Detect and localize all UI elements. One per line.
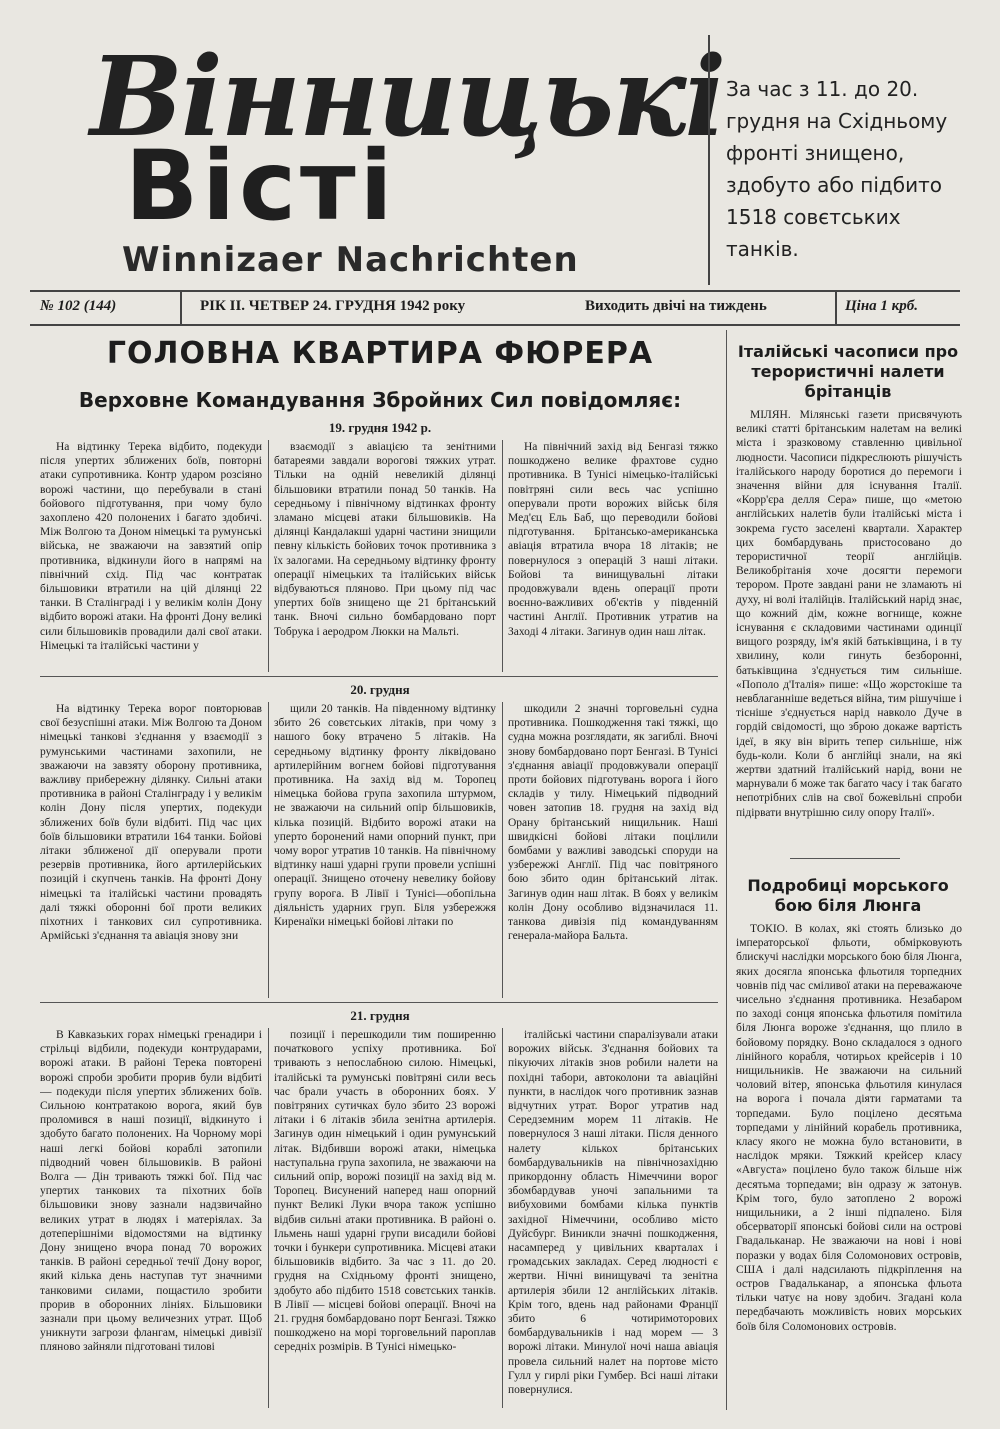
issue-info-bar	[30, 290, 960, 326]
sidebar-divider	[726, 330, 727, 1410]
sidebar-divider-short	[790, 858, 900, 859]
column-divider	[268, 1028, 269, 1408]
issue-number: № 102 (144)	[40, 298, 117, 314]
section-date: 21. грудня	[350, 1008, 410, 1023]
masthead-subtitle: Winnizaer Nachrichten	[122, 240, 579, 280]
front-headline-box	[708, 35, 972, 285]
issue-date: РІК II. ЧЕТВЕР 24. ГРУДНЯ 1942 року	[200, 298, 466, 314]
issue-price: Ціна 1 крб.	[845, 298, 919, 314]
info-separator	[180, 292, 182, 324]
column-divider	[502, 440, 503, 672]
section-divider	[40, 676, 718, 677]
column-divider	[268, 440, 269, 672]
masthead-title-line1: Вінницькі	[90, 32, 725, 161]
sidebar-article-title: Італійські часописи про терористичні налети брітанців	[737, 342, 959, 401]
column-text: щили 20 танків. На південному відтинку збито 26 совєтських літаків, при чому з нашого боку втрачено 5 літаків. На середньому відтинку фронту ліквідовано артилерійним вогнем бойові підготування противника. На захід від м. Торопец німецька бойова група захопила штурмом, не зважаючи на сильний опір більшовиків, кілька позицій. Відбито ворожі атаки на уперто боронений нами опорний пункт, при чому ворог утратив 10 танків. На північному відтинку наші ударні групи провели успішні операції. Знищено оточену невелику бойову групу ворога. В Лівії і Тунісі—обопільна діяльність ударних груп. Біля узбережжя Киренаїки німецькі бойові літаки по	[274, 703, 496, 929]
front-headline: За час з 11. до 20. грудня на Східньому фронті знищено, здобуто або підбито 1518 совєтських танків.	[726, 77, 948, 261]
article-column	[508, 1028, 718, 1408]
sidebar-article-text	[736, 922, 962, 1408]
column-text: позиції і перешкодили тим поширенню початкового успіху противника. Бої тривають з непослабною силою. Німецькі, італійські та румунські повітряні сили весь час брали участь в оборонних боях. У повітряних сутичках було збито 23 ворожі літаки і 6 літаків збила зенітна артилерія. Загинув один німецький і один румунський літак. Відбивши ворожі атаки, німецька наступальна група захопила, не зважаючи на сильний опір, ворожі позиції на захід від м. Торопец. Висунений наперед наш опорний пункт Великі Луки вчора також успішно відбив сильні атаки противника. В районі о. Ільмень наші ударні групи висадили бойові точки і бункери супротивника. Місцеві атаки більшовиків відбито. За час з 11. до 20. грудня на Східньому фронті знищено, здобуто або підбито 1518 совєтських танків. В Лівії — місцеві бойові операції. Вночі на 21. грудня бомбардовано порт Бенгазі. Тяжко пошкоджено на морі торговельний пароплав середніх розмірів. В Тунісі німецько-	[274, 1029, 496, 1354]
article-column	[40, 702, 262, 998]
article-column	[274, 1028, 496, 1408]
sidebar-text: МІЛЯН. Мілянські газети присвячують великі статті брітанським налетам на великі міста і зразковому ставленню цивільної людности. Часописи підкреслюють рішучість італійського народу боротися до перемоги і значення війни для існування Італії. «Корр'єра делля Сера» пише, що «метою англійських налетів були італійські міста і зокрема густо заселені квартали. Характер цих бомбардувань пристосовано до терористичної теорії англійців. Великобрітанія хоче досягти перемоги терором. Проте завдані рани не зламають ні духу, ні волі італійців. Італійський нарід знає, що кожний дім, кожне вогнище, кожне існування є складовими частинами одинції вищого розряду, ім'я якій батьківщина, і в ту хвилину, коли гинуть безборонні, батьківщина з'єднується тим сильніше. «Пополо д'Італія» пише: «Що жорстокіше та невблаганніше ведеться війна, тим рішучіше і тісніше з'єднується нарід навколо Дуче в гордій свідомості, що зброю докаже вартість ідеї, в яку він вірить тепер сильніше, ніж будь-коли. Коли б англійці знали, на які жертви здатний італійський нарід, вони не марнували б може так багато часу і так багато непотрібних слів на свої божевільні спроби підірвати внутрішню силу опору Італії».	[736, 409, 962, 819]
section-date: 19. грудня 1942 р.	[328, 420, 432, 435]
sidebar-article-title: Подробиці морського бою біля Люнга	[747, 876, 949, 915]
column-text: В Кавказьких горах німецькі гренадири і стрільці відбили, подекуди контрударами, ворожі атаки. В районі Терека повторені ворожі спроби зробити прорив були відбиті — подекуди після упертих зближених боїв. Сильною контратакою ворога, який був проломився в наші позиції, відкинуто і здобуто багато полонених. На Чорному морі наші легкі бойові кораблі затопили підводний човен більшовиків. В районі Волга — Дін тривають тяжкі бої. Під час упертих танкових та піхотних боїв більшовики знову зазнали надзвичайно великих утрат в людях і матеріялах. За дотеперішніми відомостями на відтинку Дону знищено вчора понад 70 ворожих танків. В районі середньої течії Дону ворог, який кілька день наступав тут значними танковими силами, пощастило зробити прорив в оборонних лініях. Більшовики зазнали при цьому величезних утрат. Щоб уникнути загрози флангам, німецькі дивізії пляново зайняли підготовані тилові	[40, 1029, 262, 1354]
main-title: ГОЛОВНА КВАРТИРА ФЮРЕРА	[106, 336, 654, 371]
article-column	[274, 440, 496, 672]
column-text: шкодили 2 значні торговельні судна противника. Пошкодження такі тяжкі, що судна можна розглядати, як загиблі. Вночі знову бомбардовано порт Бенгазі. В Тунісі з'єднання авіації продовжували операції проти бойових підготувань ворога і його складів у тилу. Німецький підводний човен затопив 18. грудня на захід від Орану брітанський нищильник. Наші швидкісні бойові літаки поцілили бомбами у важливі заводські споруди на узбережжі Англії. Під час повітряного бою збито один брітанський літак. Загинув один наш літак. В боях у великім колін Дону особливо відзначилася 11. танкова дивізія під командуванням генерала-майора Бальта.	[508, 703, 718, 943]
masthead	[30, 30, 725, 290]
column-divider	[268, 702, 269, 998]
column-divider	[502, 702, 503, 998]
sidebar-text: ТОКІО. В колах, які стоять близько до імператорської фльоти, обмірковують блискучі наслідки морського бою біля Люнга, яких досягла японська фльотиля торпедних човнів під час сміливої атаки на переважаюче чисельно з'єднання противника. Незабаром по заході сонця японська фльотиля помітила біля Люнга вороже з'єднання, що плило в бойовому порядку. Воно складалося з одного лінійного корабля, чотирьох крейсерів і 10 нищильників. Не зважаючи на сильний чоловий вітер, японська фльотиля кинулася на ворога і почала діяти гарматами та торпедами. Було поцілено десятьма торпедами у лінійний корабель противника, класу якого не можна було встановити, в наслідок мряки. Тяжкий крейсер класу «Августа» поцілено було також більше ніж десятьма торпедами; він одразу ж затонув. Крім того, було затоплено 2 ворожі нищильники, а 2 інші підпалено. Біля обсерваторії японські бойові сили на острові Гвадальканар. Не зважаючи на нові і нові поразки у водах біля Соломонових островів, США і далі надсилають підкріплення на остров Гвадальканар, а японська фльота тільки чатує на нову здобич. Згадані кола передбачають можливість нових морських боїв біля Соломонових островів.	[736, 923, 962, 1333]
column-text: італійські частини спаралізували атаки ворожих військ. З'єднання бойових та пікуючих літаків знов робили налети на похідні табори, автоколони та авіаційні пункти, в наслідок чого противник зазнав відчутних утрат. Ворог утратив над Середземним морем 11 літаків. Не повернулося 3 наші літаки. Після денного налету кількох брітанських бомбардувальників на північнозахідню прикордонну область Німеччини ворог збомбардував уночі запальними та вибуховими бомбами кілька пунктів західної Німеччини, особливо місто Дуйсбург. Виникли значні пошкодження, насамперед у цивільних кварталах і громадських закладах. Серед людності є жертви. Нічні винищувачі та зенітна артилерія збили 12 англійських літаків. Крім того, вдень над районами Франції збито 6 чотиримоторових бомбардувальників і над морем — 3 ворожі літаки. Минулої ночі наша авіація провела сильний налет на портове місто Гулл у гирлі ріки Гумбер. Всі наші літаки повернулися.	[508, 1029, 718, 1397]
sidebar-article-text	[736, 408, 962, 852]
section-date: 20. грудня	[350, 682, 410, 697]
column-text: На північний захід від Бенгазі тяжко пошкоджено велике фрахтове судно противника. В Тунісі німецько-італійські повітряні сили весь час успішно оперували проти ворожих військ біля Мед'єц Ель Баб, що переводили бойові підготування. Брітансько-американська авіація втратила вчора 18 літаків; не повернулося з операцій 3 наші літаки. Бойові та винищувальні літаки продовжували вдень операції проти воєнно-важливих об'єктів у південній частині Англії. Противник утратив на Заході 4 літаки. Загинув один наш літак.	[508, 441, 718, 638]
column-divider	[502, 1028, 503, 1408]
article-column	[40, 1028, 262, 1408]
section-divider	[40, 1002, 718, 1003]
article-column	[274, 702, 496, 998]
issue-frequency: Виходить двічі на тиждень	[585, 298, 767, 314]
masthead-title-line2: Вісті	[125, 130, 397, 242]
column-text: На відтинку Терека ворог повторював свої безуспішні атаки. Між Волгою та Доном німецькі танкові з'єднання у взаємодії з румунськими частинами захопили, не зважаючи на завзяту оборону противника, важливу прибережну ділянку. Сильні атаки противника в районі Сталінграду і у великім колін Дону після упертих, подекуди зближених боїв були відбиті. Під час цих боїв більшовики втратили 164 танки. Бойові літаки зближеної дії оперували проти резервів противника, його артилерійських позицій і скупчень танків. На фронті Дону німецькі та італійські частини провадять далі тяжкі оборонні бої проти великих піхотних і танкових сил супротивника. Армійські з'єднання та авіація знову зни	[40, 703, 262, 943]
main-subtitle: Верховне Командування Збройних Сил повідомляє:	[78, 388, 682, 412]
column-text: взаємодії з авіацією та зенітними батареями завдали ворогові тяжких утрат. Тільки на одній невеликій ділянці більшовики втратили понад 50 танків. На середньому і північному відтинках фронту зламано місцеві атаки більшовиків. На ділянці Кандалакші ударні частини знищили певну кількість бойових точок противника з їх залогами. На середньому відтинку фронту операції німецьких та італійських військ відбуваються пляново. При цьому під час упертих боїв знищено ще 21 брітанський танк. Вночі сильно бомбардовано порт Тобрука і аеродром Люкки на Мальті.	[274, 441, 496, 638]
article-column	[508, 440, 718, 672]
info-separator	[835, 292, 837, 324]
column-text: На відтинку Терека відбито, подекуди після упертих зближених боїв, повторні атаки супротивника. Контр ударом розсіяно ворожі частини, що перебували в стані бойового підготування, при чому було захоплено 420 полонених і багато здобичі. Між Волгою та Доном німецькі та румунські війська, не зважаючи на завзятий опір противника, відкинули його в напрямі на північний схід. Під час контратак більшовики втратили на цій ділянці 22 танки. В Сталінграді і у великім колін Дону відбито ворожі атаки. На фронті Дону великі сили більшовиків провадили далі свої атаки. Німецькі та італійські частини у	[40, 441, 262, 652]
article-column	[508, 702, 718, 998]
article-column	[40, 440, 262, 672]
